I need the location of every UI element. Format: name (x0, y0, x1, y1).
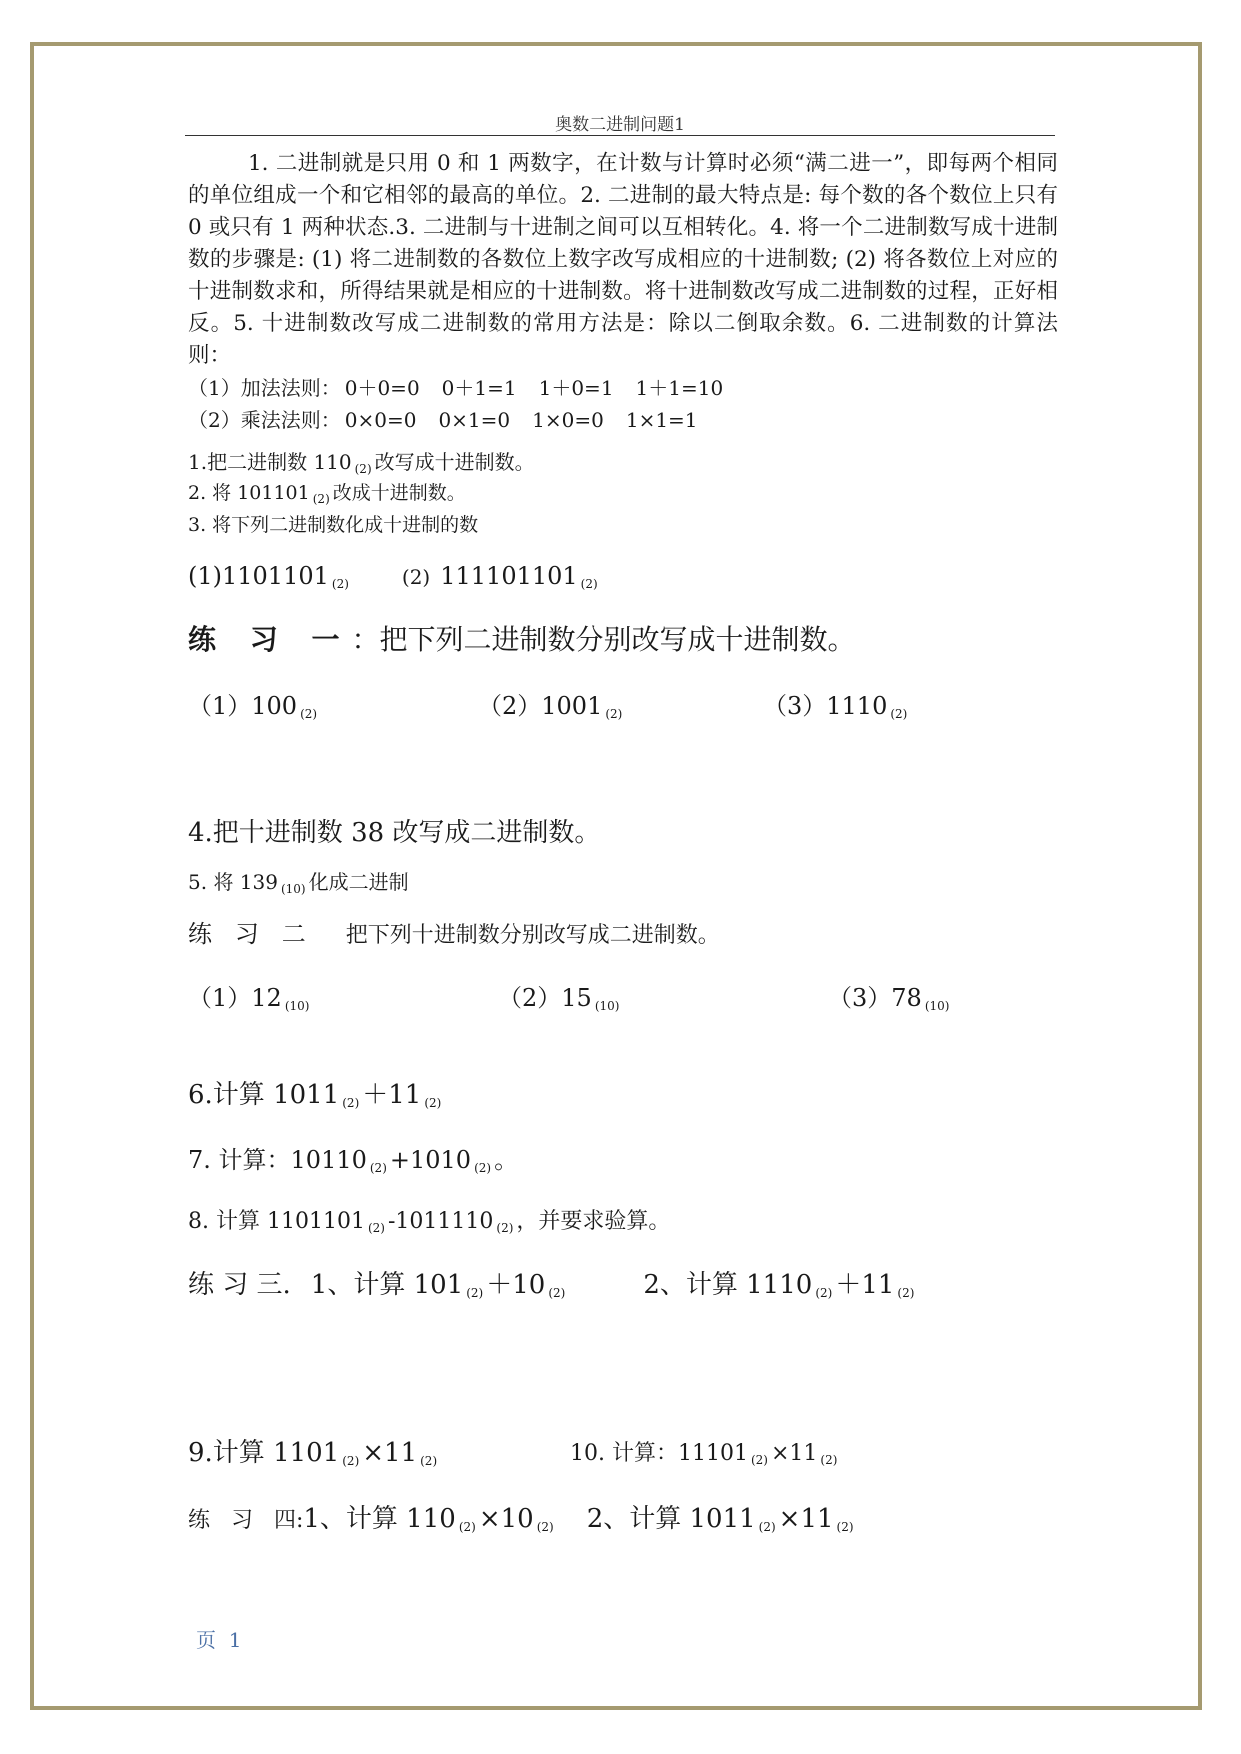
multiplication-item: 1×1=1 (625, 408, 698, 432)
exercise-2-items (188, 978, 1008, 1013)
page-number: 页 1 (196, 1628, 242, 1652)
question-3-items: (1)1101101 $_{(2)}$ (2) 111101101 $_{(2)}$ (188, 562, 598, 591)
question-3: 3. 将下列二进制数化成十进制的数 (188, 514, 479, 536)
addition-item: 1＋1=10 (635, 376, 724, 400)
exercise-2-text: 把下列十进制数分别改写成二进制数。 (345, 923, 720, 948)
exercise-1-heading (188, 618, 856, 658)
question-6: 6.计算 1011 $_{(2)}$ ＋11 $_{(2)}$ (188, 1080, 442, 1110)
exercise-2-heading (188, 914, 720, 949)
exercise-2-title: 练 习 二 (188, 920, 306, 948)
intro-paragraph (188, 148, 1058, 372)
question-10: 10. 计算：11101 $_{(2)}$ ×11 $_{(2)}$ (570, 1441, 838, 1467)
exercise-3: 练 习 三. 1、计算 101 $_{(2)}$ ＋10 $_{(2)}$ 2、计算 1110 $_{(2)}$ ＋11 $_{(2)}$ (188, 1270, 915, 1300)
question-5: 5. 将 139 $_{(10)}$ 化成二进制 (188, 870, 409, 896)
exercise-1-title: 练 习 一 (188, 623, 352, 656)
exercise-4: 练 习 四:1、计算 110 $_{(2)}$ ×10 $_{(2)}$ 2、计算 1011 $_{(2)}$ ×11 $_{(2)}$ (188, 1504, 854, 1534)
question-8: 8. 计算 1101101 $_{(2)}$ -1011110 $_{(2)}$ ，并要求验算。 (188, 1209, 671, 1235)
list-item: （3）1110 $_{(2)}$ (763, 692, 908, 721)
multiplication-item: 1×0=0 (532, 408, 604, 432)
exercise-1-text: ：把下列二进制数分别改写成十进制数。 (351, 623, 856, 656)
list-item: （1）12 $_{(10)}$ (188, 984, 310, 1013)
addition-label: （1）加法法则： (188, 376, 341, 400)
header-rule (185, 135, 1055, 136)
intro-text: 1. 二进制就是只用 0 和 1 两数字，在计数与计算时必须“满二进一”，即每两个相同的单位组成一个和它相邻的最高的单位。2. 二进制的最大特点是: 每个数的各个数位上只有 0 或只有 1 两种状态.3. 二进制与十进制之间可以互相转化。4. 将一个二进制数写成十进制数的步骤是: (1) 将二进制数的各数位上数字改写成相应的十进制数; (2) 将各数位上对应的十进制数求和，所得结果就是相应的十进制数。将十进制数改写成二进制数的过程，正好相反。5. 十进制数改写成二进制数的常用方法是：除以二倒取余数。6. 二进制数的计算法则： (188, 151, 1058, 368)
questions-9-10 (188, 1432, 1088, 1469)
question-1: 1.把二进制数 110 $_{(2)}$ 改写成十进制数。 (188, 450, 535, 476)
list-item: （2）15 $_{(10)}$ (498, 984, 620, 1013)
question-7: 7. 计算：10110 $_{(2)}$ +1010 $_{(2)}$ 。 (188, 1146, 519, 1175)
exercise-4-title: 练 习 四: (188, 1508, 304, 1533)
list-item: （3）78 $_{(10)}$ (828, 984, 950, 1013)
list-item: （1）100 $_{(2)}$ (188, 692, 318, 721)
exercise-3-title: 练 习 三. (188, 1270, 291, 1300)
question-2: 2. 将 101101 $_{(2)}$ 改成十进制数。 (188, 482, 466, 506)
list-item: （2）1001 $_{(2)}$ (478, 692, 623, 721)
multiplication-label: （2）乘法法则： (188, 408, 341, 432)
multiplication-item: 0×1=0 (438, 408, 511, 432)
multiplication-item: 0×0=0 (344, 408, 417, 432)
exercise-1-items (188, 686, 1008, 721)
addition-item: 0＋1=1 (441, 376, 517, 400)
page-header: 奥数二进制问题1 (555, 115, 685, 135)
multiplication-rule (188, 404, 1058, 436)
addition-item: 0＋0=0 (344, 376, 420, 400)
question-4: 4.把十进制数 38 改写成二进制数。 (188, 818, 601, 848)
addition-item: 1＋0=1 (538, 376, 614, 400)
addition-rule (188, 372, 1058, 404)
intro-section (188, 148, 1058, 436)
question-9: 9.计算 1101 $_{(2)}$ ×11 $_{(2)}$ (188, 1438, 438, 1468)
